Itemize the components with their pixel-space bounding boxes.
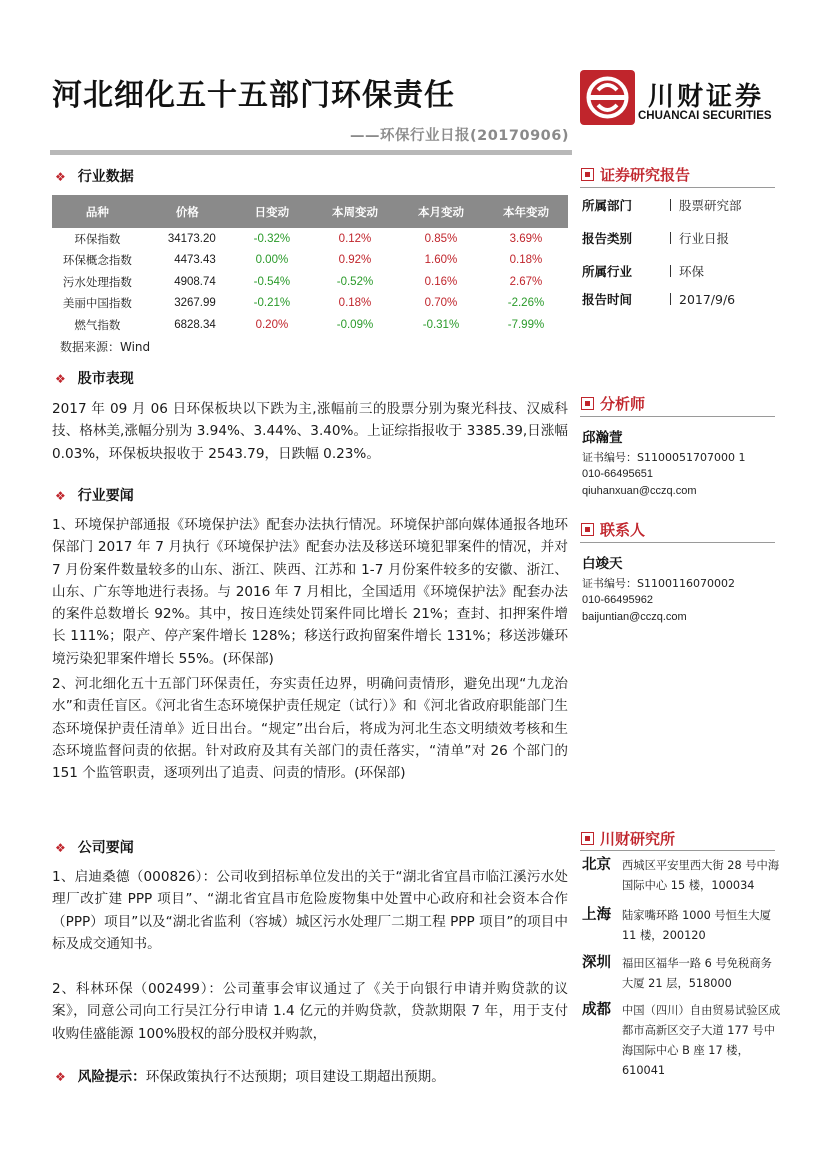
week-change: -0.09%: [336, 318, 374, 331]
risk-warning: [55, 1065, 445, 1085]
col-header: 本月变动: [398, 195, 484, 228]
company-news-item-2: 2、科林环保（002499）：公司董事会审议通过了《关于向银行申请并购贷款的议案》，同意公司向工行吴江分行申请 1.4 亿元的并购贷款，贷款期限 7 年，用于支付收购佳盛能源 100%股权的部分股权并购款，: [52, 981, 568, 1042]
col-header: 日变动: [232, 195, 312, 228]
table-header-row: [52, 195, 568, 228]
week-change: 0.18%: [338, 297, 372, 310]
col-header: 本年变动: [484, 195, 568, 228]
contact-heading: 联系人: [581, 519, 645, 540]
sidebar-divider: [580, 850, 775, 851]
risk-label: 风险提示：: [77, 1069, 146, 1085]
market-paragraph: 2017 年 09 月 06 日环保板块以下跌为主,涨幅前三的股票分别为聚光科技、汉威科技、格林美,涨幅分别为 3.94%、3.44%、3.40%。上证综指报收于 3385.39,日涨幅 0.03%，环保板块报收于 2543.79，日跌幅 0.23%。: [52, 401, 568, 462]
month-change: 0.16%: [424, 275, 458, 288]
office-city: 北京: [582, 857, 611, 873]
year-change: -7.99%: [507, 318, 545, 331]
report-title: 河北细化五十五部门环保责任: [52, 78, 455, 113]
diamond-bullet-icon: ❖: [55, 1070, 66, 1084]
industry-news-item-2: 2、河北细化五十五部门环保责任，夯实责任边界，明确问责情形，避免出现“九龙治水”和责任盲区。《河北省生态环境保护责任规定（试行）》和《河北省政府职能部门生态环境保护责任清单》近日出台。“规定”出台后，将成为河北生态文明绩效考核和生态环境监督问责的依据。针对政府及其有关部门的责任落实，“清单”对 26 个部门的 151 个监管职责，逐项列出了追责、问责的情形。(环保部): [52, 676, 568, 782]
index-table: [52, 195, 568, 336]
chuancai-logo-icon: [580, 70, 635, 125]
analyst-card: [582, 430, 745, 500]
day-change: 0.20%: [255, 318, 289, 331]
analyst-phone: 010-66495651: [582, 468, 653, 480]
meta-date: 报告时间 2017/9/6: [582, 292, 736, 307]
square-bullet-icon: [581, 523, 594, 536]
report-subtitle: ——环保行业日报(20170906): [350, 128, 569, 144]
table-row: [52, 271, 568, 293]
diamond-bullet-icon: ❖: [55, 170, 66, 184]
index-name: 环保指数: [74, 231, 121, 246]
year-change: 2.67%: [509, 275, 543, 288]
week-change: 0.92%: [338, 254, 372, 267]
sidebar-divider: [580, 187, 775, 188]
office-city: 深圳: [582, 955, 611, 971]
report-info-heading: 证券研究报告: [581, 164, 690, 185]
logo-chinese-name: 川财证券: [648, 82, 765, 112]
contact-card: [582, 556, 735, 626]
day-change: -0.54%: [253, 275, 291, 288]
office-address: 陆家嘴环路 1000 号恒生大厦 11 楼，200120: [622, 909, 771, 942]
title-divider: [50, 150, 572, 155]
contact-name: 白竣天: [582, 556, 623, 572]
col-header: 价格: [143, 195, 232, 228]
square-bullet-icon: [581, 397, 594, 410]
square-bullet-icon: [581, 832, 594, 845]
industry-news-item-1: 1、环境保护部通报《环境保护法》配套办法执行情况。环境保护部向媒体通报各地环保部门 2017 年 7 月执行《环境保护法》配套办法及移送环境犯罪案件的情况，并对 7 月份案件数量较多的山东、浙江、陕西、江苏和 1-7 月份案件较多的安徽、浙江、山东、广东等地进行表扬。与 2016 年 7 月相比，全国适用《环境保护法》配套办法的案件总数增长 92%。其中，按日连续处罚案件同比增长 21%；查封、扣押案件增长 111%；限产、停产案件增长 128%；移送行政拘留案件增长 131%；移送涉嫌环境污染犯罪案件增长 55%。(环保部): [52, 517, 568, 667]
logo-english-name: CHUANCAI SECURITIES: [638, 110, 772, 122]
company-news-heading: ❖ 公司要闻: [55, 840, 134, 856]
index-price: 6828.34: [174, 318, 216, 331]
index-price: 34173.20: [167, 232, 216, 245]
analyst-cert: 证书编号：S1100051707000 1: [582, 451, 746, 464]
market-heading: ❖ 股市表现: [55, 371, 134, 387]
industry-news-heading: ❖ 行业要闻: [55, 488, 134, 504]
month-change: 0.85%: [424, 232, 458, 245]
day-change: 0.00%: [255, 254, 289, 267]
index-name: 环保概念指数: [62, 253, 132, 268]
contact-cert: 证书编号：S1100116070002: [582, 577, 735, 590]
index-price: 3267.99: [174, 297, 216, 310]
office-city: 上海: [582, 907, 611, 923]
table-row: [52, 228, 568, 250]
diamond-bullet-icon: ❖: [55, 841, 66, 855]
risk-text: 环保政策执行不达预期；项目建设工期超出预期。: [145, 1069, 445, 1085]
index-price: 4473.43: [174, 254, 216, 267]
square-bullet-icon: [581, 168, 594, 181]
office-city: 成都: [582, 1002, 611, 1018]
company-logo: [580, 70, 780, 128]
contact-email: baijuntian@cczq.com: [582, 611, 687, 623]
sidebar-divider: [580, 416, 775, 417]
month-change: -0.31%: [422, 318, 460, 331]
diamond-bullet-icon: ❖: [55, 489, 66, 503]
year-change: 0.18%: [509, 254, 543, 267]
analyst-name: 邱瀚萱: [582, 430, 623, 446]
index-name: 美丽中国指数: [62, 296, 132, 311]
col-header: 品种: [52, 195, 143, 228]
index-name: 污水处理指数: [62, 274, 132, 289]
contact-phone: 010-66495962: [582, 594, 653, 606]
analyst-heading: 分析师: [581, 393, 645, 414]
year-change: -2.26%: [507, 297, 545, 310]
company-news-item-1: 1、启迪桑德（000826）：公司收到招标单位发出的关于“湖北省宜昌市临江溪污水处理厂改扩建 PPP 项目”、“湖北省宜昌市危险废物集中处置中心政府和社会资本合作（PPP）项目”以及“湖北省监利（容城）城区污水处理厂二期工程 PPP 项目”的项目中标及成交通知书。: [52, 869, 568, 952]
day-change: -0.21%: [253, 297, 291, 310]
diamond-bullet-icon: ❖: [55, 372, 66, 386]
meta-category: 报告类别 行业日报: [582, 231, 730, 246]
table-row: [52, 293, 568, 315]
col-header: 本周变动: [312, 195, 398, 228]
analyst-email: qiuhanxuan@cczq.com: [582, 485, 697, 497]
table-row: [52, 314, 568, 336]
institute-heading: 川财研究所: [581, 828, 675, 849]
index-name: 燃气指数: [74, 317, 121, 332]
sidebar-divider: [580, 542, 775, 543]
meta-department: 所属部门 股票研究部: [582, 198, 742, 213]
index-price: 4908.74: [174, 275, 216, 288]
industry-data-heading: ❖ 行业数据: [55, 169, 134, 185]
office-address: 西城区平安里西大街 28 号中海国际中心 15 楼，100034: [622, 859, 780, 892]
day-change: -0.32%: [253, 232, 291, 245]
month-change: 0.70%: [424, 297, 458, 310]
meta-industry: 所属行业 环保: [582, 264, 705, 279]
month-change: 1.60%: [424, 254, 458, 267]
data-source: 数据来源：Wind: [60, 340, 151, 354]
week-change: 0.12%: [338, 232, 372, 245]
table-row: [52, 250, 568, 272]
office-address: 福田区福华一路 6 号免税商务大厦 21 层，518000: [622, 957, 772, 990]
week-change: -0.52%: [336, 275, 374, 288]
year-change: 3.69%: [509, 232, 543, 245]
office-address: 中国（四川）自由贸易试验区成都市高新区交子大道 177 号中海国际中心 B 座 17 楼，610041: [622, 1004, 781, 1077]
